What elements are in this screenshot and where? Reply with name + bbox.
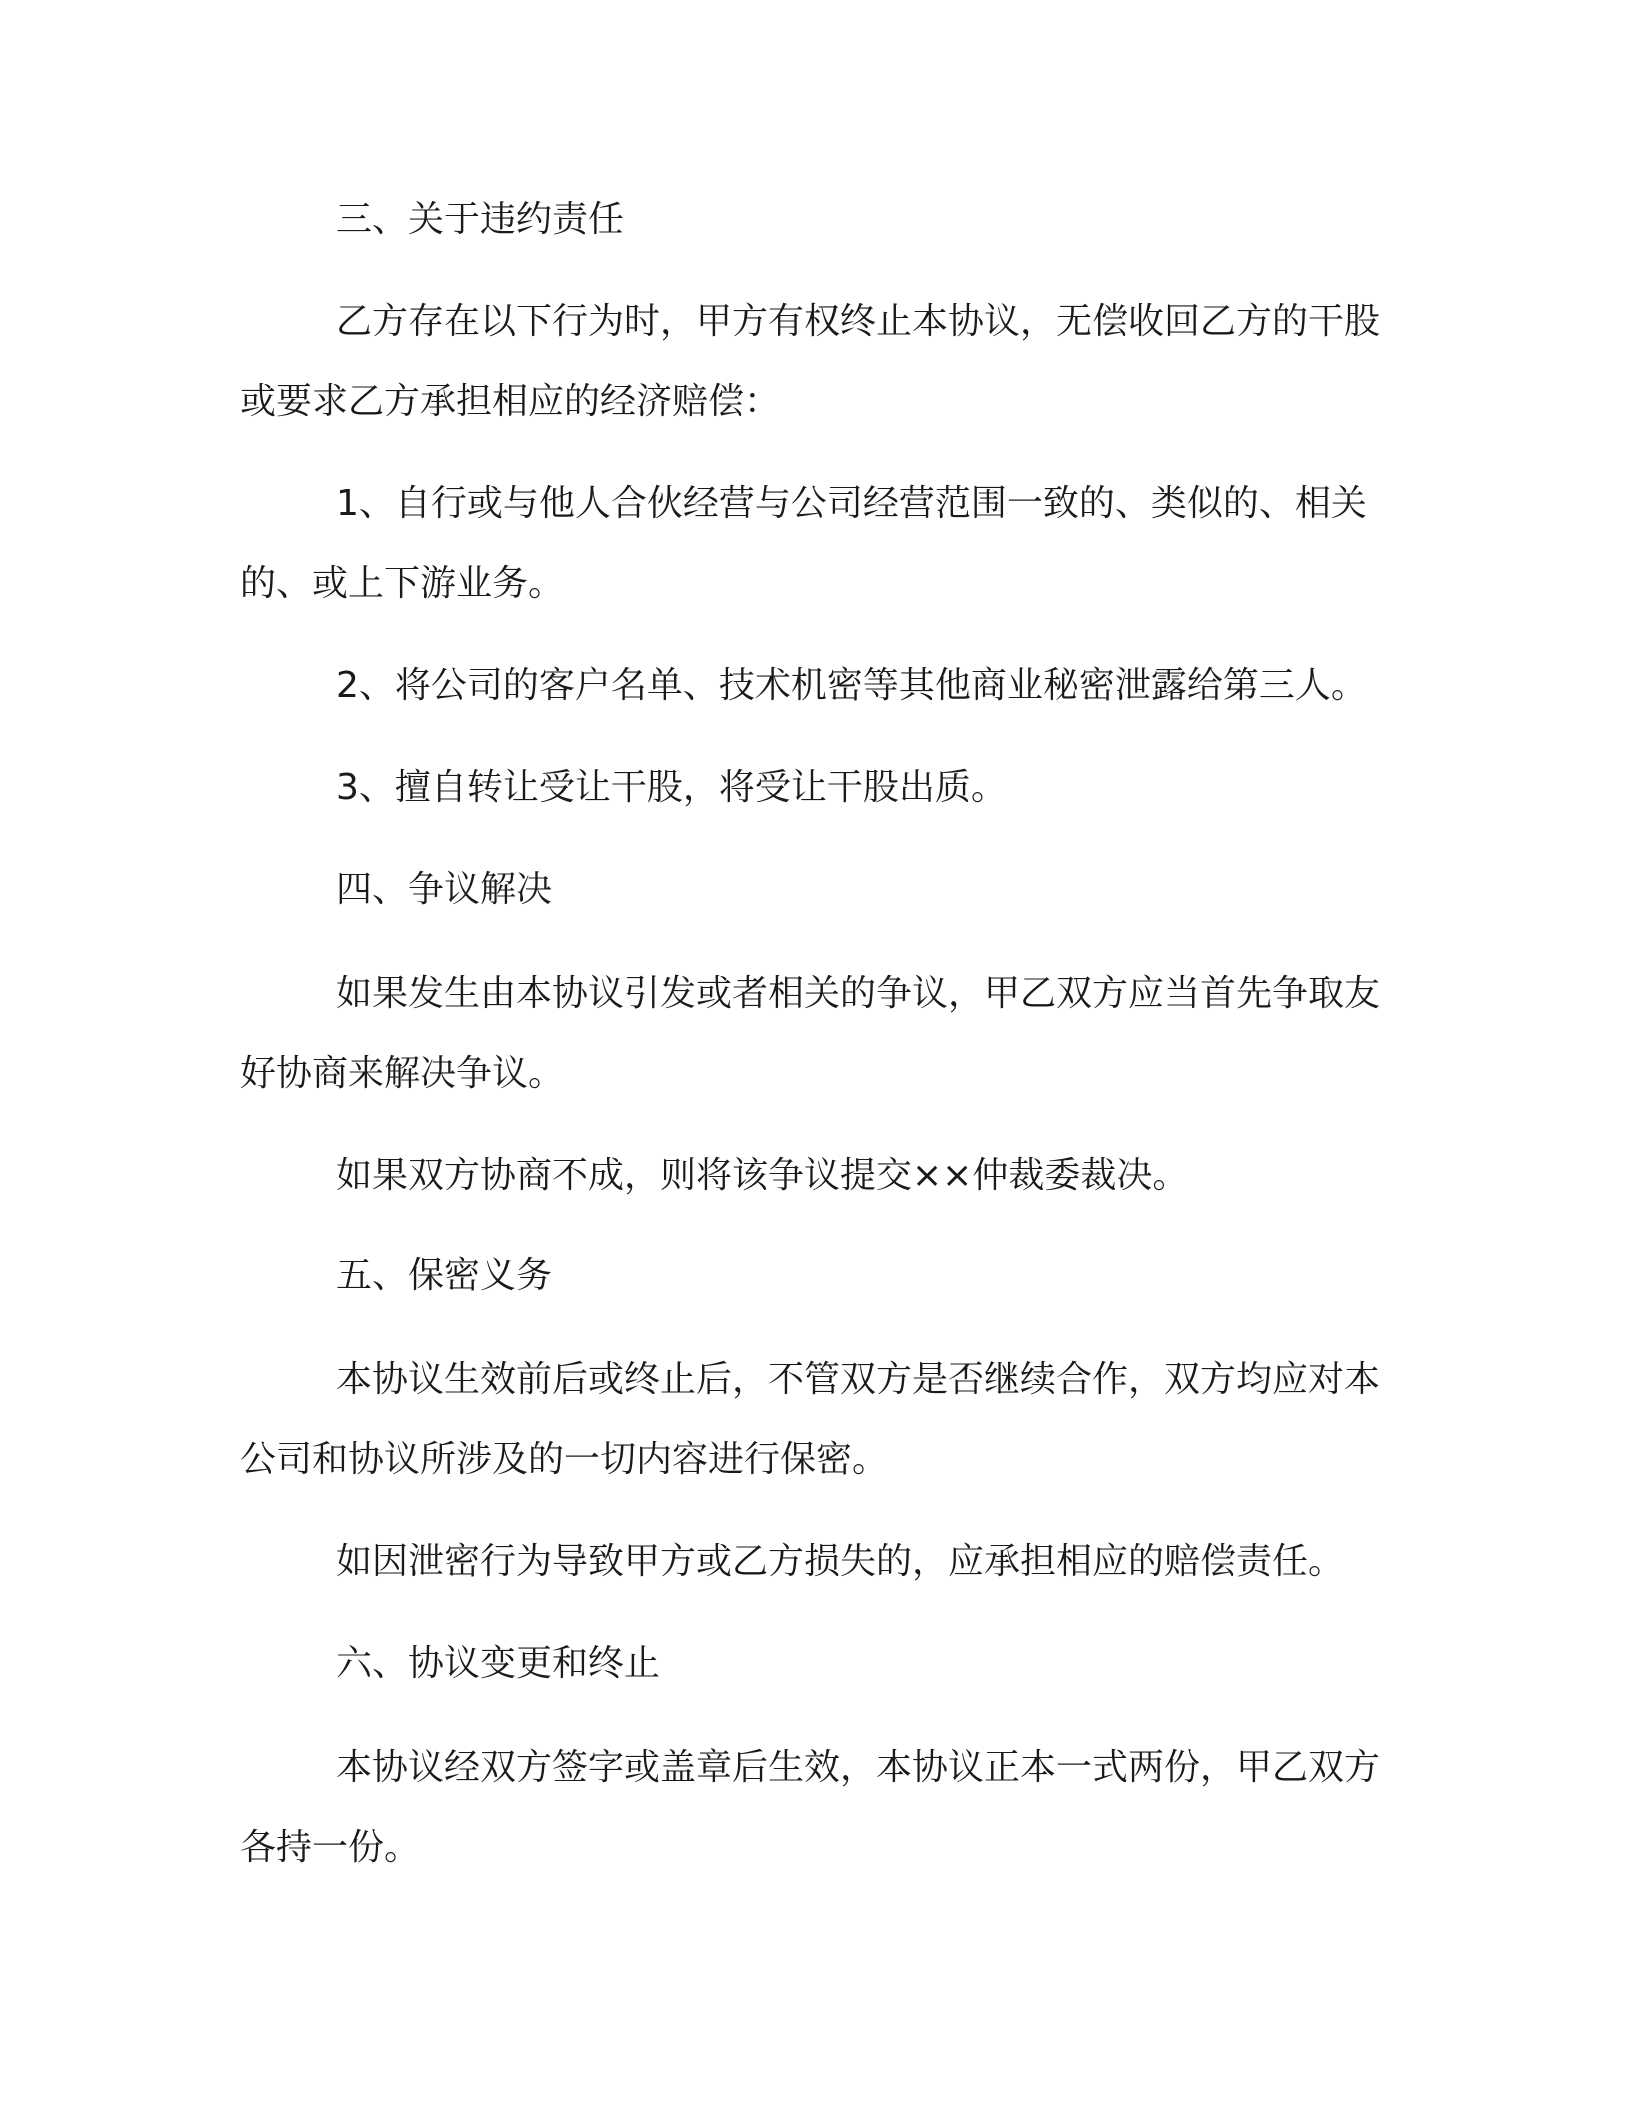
paragraph-breach-intro: 乙方存在以下行为时，甲方有权终止本协议，无偿收回乙方的干股或要求乙方承担相应的经济赔偿： bbox=[240, 301, 1381, 422]
section-heading-dispute: 四、争议解决 bbox=[336, 869, 553, 910]
paragraph-amendment-effect: 本协议经双方签字或盖章后生效，本协议正本一式两份，甲乙双方各持一份。 bbox=[240, 1747, 1381, 1868]
paragraph-dispute-negotiation: 如果发生由本协议引发或者相关的争议，甲乙双方应当首先争取友好协商来解决争议。 bbox=[240, 973, 1381, 1094]
paragraph-confidentiality-liability: 如因泄密行为导致甲方或乙方损失的，应承担相应的赔偿责任。 bbox=[336, 1541, 1345, 1582]
paragraph-breach-item-1: 1、自行或与他人合伙经营与公司经营范围一致的、类似的、相关的、或上下游业务。 bbox=[240, 483, 1367, 604]
paragraph-breach-item-3: 3、擅自转让受让干股，将受让干股出质。 bbox=[336, 767, 1007, 808]
paragraph-dispute-arbitration: 如果双方协商不成，则将该争议提交××仲裁委裁决。 bbox=[336, 1155, 1189, 1196]
section-heading-confidentiality: 五、保密义务 bbox=[336, 1255, 553, 1296]
paragraph-breach-item-2: 2、将公司的客户名单、技术机密等其他商业秘密泄露给第三人。 bbox=[336, 665, 1367, 706]
paragraph-confidentiality-scope: 本协议生效前后或终止后，不管双方是否继续合作，双方均应对本公司和协议所涉及的一切内容进行保密。 bbox=[240, 1359, 1381, 1480]
section-heading-breach: 三、关于违约责任 bbox=[336, 199, 625, 240]
section-heading-amendment: 六、协议变更和终止 bbox=[336, 1643, 661, 1684]
